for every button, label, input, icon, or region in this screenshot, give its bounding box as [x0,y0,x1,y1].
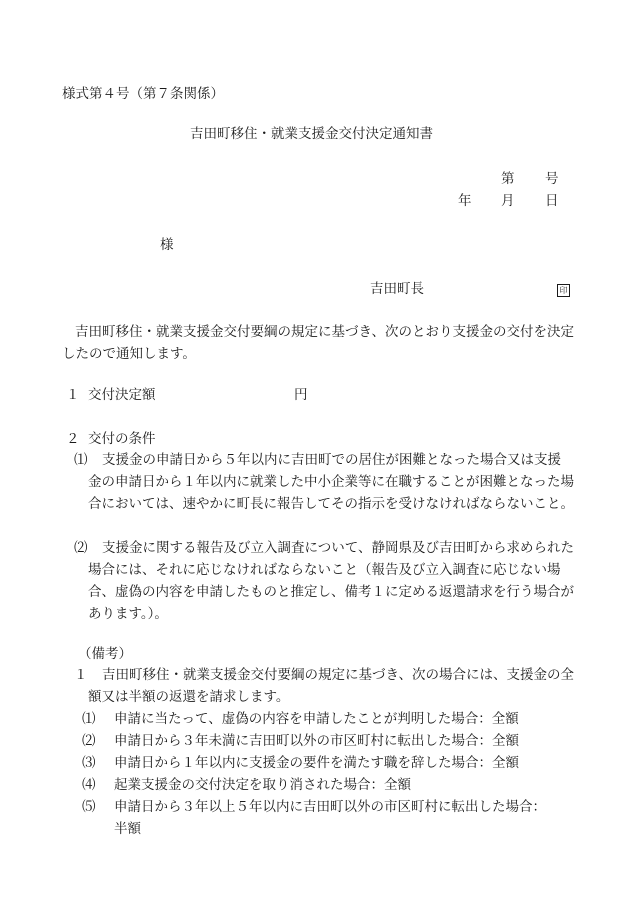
remarks-heading: （備考） [78,646,132,662]
issuer-name: 吉田町長 [370,281,424,297]
remark-subitem [82,774,411,796]
date-month: 月 [501,193,515,209]
date-year: 年 [458,193,472,209]
section2-label: 交付の条件 [88,431,156,447]
seal-icon: 印 [557,284,570,297]
remark-item-number: １ [74,667,88,683]
remark-subitem-number: ⑴ [82,711,96,727]
section1-number: １ [66,387,80,403]
remark-subitem-number: ⑸ [82,799,96,815]
remark-subitem-text: 申請に当たって、虚偽の内容を申請したことが判明した場合：全額 [114,711,519,727]
remark-subitem-number: ⑶ [82,755,96,771]
remark-subitem-text: 申請日から１年以内に支援金の要件を満たす職を辞した場合：全額 [114,755,519,771]
condition-item-number: ⑵ [74,540,88,556]
remark-subitem [82,708,519,730]
seal-mark [557,284,570,298]
condition-item-number: ⑴ [74,452,88,468]
remark-subitem [82,752,519,774]
section2-number: ２ [66,431,80,447]
condition-item-text: 支援金に関する報告及び立入調査について、静岡県及び吉田町から求められた場合には、それに応じなければならないこと（報告及び立入調査に応じない場合、虚偽の内容を申請したものと推定し、備考１に定める返還請求を行う場合があります。）。 [88,540,574,622]
remark-subitem-number: ⑵ [82,733,96,749]
remark-subitem-text: 申請日から３年未満に吉田町以外の市区町村に転出した場合：全額 [114,733,519,749]
remark-subitem-number: ⑷ [82,777,96,793]
condition-item-text: 支援金の申請日から５年以内に吉田町での居住が困難となった場合又は支援金の申請日から１年以内に就業した中小企業等に在職することが困難となった場合においては、速やかに町長に報告してその指示を受けなければならないこと。 [88,452,574,512]
remark-subitem-text: 申請日から３年以上５年以内に吉田町以外の市区町村に転出した場合：半額 [114,799,546,837]
doc-number-dai: 第 [501,171,515,187]
section1-unit: 円 [294,387,308,403]
recipient-honorific: 様 [160,237,174,253]
body-paragraph: 吉田町移住・就業支援金交付要綱の規定に基づき、次のとおり支援金の交付を決定したので通知します。 [62,324,574,362]
section1-label: 交付決定額 [88,387,156,403]
remark-subitem [82,730,519,752]
doc-number-go: 号 [545,171,559,187]
remark-subitem-text: 起業支援金の交付決定を取り消された場合：全額 [114,777,411,793]
remark-item-text: 吉田町移住・就業支援金交付要綱の規定に基づき、次の場合には、支援金の全額又は半額の返還を請求します。 [88,667,574,705]
form-label: 様式第４号（第７条関係） [62,86,224,102]
document-title: 吉田町移住・就業支援金交付決定通知書 [190,126,433,142]
date-day: 日 [545,193,559,209]
